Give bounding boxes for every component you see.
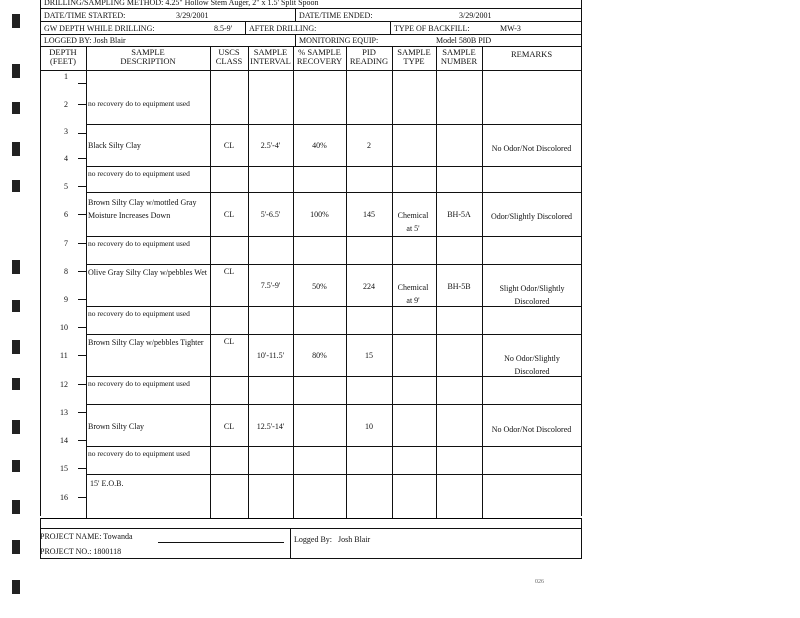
row-description: Brown Silty Clay w/mottled Gray Moisture Increases Down xyxy=(88,198,197,220)
row-interval: 7.5'-9' xyxy=(260,281,281,290)
row-uscs: CL xyxy=(223,422,235,431)
gw-depth-value: 8.5-9' xyxy=(214,24,233,33)
row-remarks: No Odor/Not Discolored xyxy=(491,144,572,153)
row-pid: 145 xyxy=(363,210,375,219)
monitoring-value: Model 580B PID xyxy=(436,36,492,45)
depth-label: 15 xyxy=(60,464,68,473)
gw-depth-label: GW DEPTH WHILE DRILLING: xyxy=(44,24,155,33)
footer-logged-by-label: Logged By: xyxy=(294,535,332,544)
col-number-header: SAMPLE NUMBER xyxy=(440,47,478,66)
row-uscs: CL xyxy=(223,210,235,219)
col-description-header: SAMPLE DESCRIPTION xyxy=(120,47,176,66)
col-interval-header: SAMPLE INTERVAL xyxy=(250,47,291,66)
drilling-method-label: DRILLING/SAMPLING METHOD: xyxy=(44,0,164,7)
project-no-value: 1800118 xyxy=(93,547,122,556)
depth-label: 12 xyxy=(60,380,68,389)
row-description: Brown Silty Clay xyxy=(88,422,145,431)
project-name-value: Towanda xyxy=(103,532,133,541)
footer-logged-by-value: Josh Blair xyxy=(338,535,371,544)
logged-by-label: LOGGED BY: xyxy=(44,36,92,45)
row-pid: 2 xyxy=(367,141,371,150)
row-description: no recovery do to equipment used xyxy=(88,309,190,318)
depth-label: 7 xyxy=(64,239,68,248)
row-pid: 224 xyxy=(363,282,375,291)
table-row xyxy=(88,448,210,459)
depth-label: 11 xyxy=(60,351,68,360)
depth-label: 8 xyxy=(64,267,68,276)
col-recovery-header: % SAMPLE RECOVERY xyxy=(296,47,343,66)
depth-label: 5 xyxy=(64,182,68,191)
row-recovery: 50% xyxy=(312,282,327,291)
date-ended-value: 3/29/2001 xyxy=(459,11,492,20)
row-description: no recovery do to equipment used xyxy=(88,379,190,388)
date-ended-label: DATE/TIME ENDED: xyxy=(299,11,373,20)
depth-label: 10 xyxy=(60,323,68,332)
row-description: Brown Silty Clay w/pebbles Tighter xyxy=(88,338,204,347)
row-sample-type: Chemical at 9' xyxy=(397,283,429,305)
after-drilling-label: AFTER DRILLING: xyxy=(249,24,317,33)
row-interval: 10'-11.5' xyxy=(256,351,285,360)
backfill-label: TYPE OF BACKFILL: xyxy=(394,24,470,33)
table-row xyxy=(90,478,208,489)
row-sample-number: BH-5B xyxy=(447,282,471,291)
table-row xyxy=(88,98,210,109)
depth-label: 16 xyxy=(60,493,68,502)
logged-by-value: Josh Blair xyxy=(93,36,126,45)
row-description: Black Silty Clay xyxy=(88,141,141,150)
table-row xyxy=(88,168,210,179)
depth-label: 2 xyxy=(64,100,68,109)
depth-label: 3 xyxy=(64,127,68,136)
depth-label: 9 xyxy=(64,295,68,304)
row-remarks: No Odor/Not Discolored xyxy=(491,425,572,434)
row-recovery: 40% xyxy=(312,141,327,150)
depth-label: 13 xyxy=(60,408,68,417)
monitoring-label: MONITORING EQUIP: xyxy=(299,36,379,45)
depth-label: 6 xyxy=(64,210,68,219)
col-uscs-header: USCS CLASS xyxy=(215,47,243,66)
table-row xyxy=(88,378,210,389)
backfill-value: MW-3 xyxy=(500,24,521,33)
page-mark: 026 xyxy=(535,579,544,585)
row-uscs: CL xyxy=(223,267,235,276)
project-name-label: PROJECT NAME: xyxy=(40,532,102,541)
row-description: no recovery do to equipment used xyxy=(88,239,190,248)
table-row xyxy=(88,238,210,249)
row-pid: 15 xyxy=(365,351,373,360)
row-description: no recovery do to equipment used xyxy=(88,99,190,108)
depth-label: 4 xyxy=(64,154,68,163)
row-interval: 2.5'-4' xyxy=(260,141,281,150)
row-recovery: 80% xyxy=(312,351,327,360)
row-description: 15' E.O.B. xyxy=(90,479,124,488)
row-interval: 5'-6.5' xyxy=(260,210,281,219)
row-recovery: 100% xyxy=(310,210,329,219)
depth-label: 14 xyxy=(60,436,68,445)
col-depth-header: DEPTH (FEET) xyxy=(49,47,77,66)
project-no-label: PROJECT NO.: xyxy=(40,547,92,556)
table-row xyxy=(88,308,210,319)
row-description: no recovery do to equipment used xyxy=(88,169,190,178)
row-description: no recovery do to equipment used xyxy=(88,449,190,458)
date-started-label: DATE/TIME STARTED: xyxy=(44,11,126,20)
col-remarks-header: REMARKS xyxy=(510,49,553,59)
row-interval: 12.5'-14' xyxy=(256,422,285,431)
depth-label: 1 xyxy=(64,72,68,81)
drilling-method-value: 4.25" Hollow Stem Auger, 2" x 1.5' Split Spoon xyxy=(165,0,319,7)
row-description: Olive Gray Silty Clay w/pebbles Wet xyxy=(88,268,207,277)
row-uscs: CL xyxy=(223,337,235,346)
row-remarks: Slight Odor/Slightly Discolored xyxy=(499,284,565,306)
row-sample-number: BH-5A xyxy=(447,210,471,219)
row-sample-type: Chemical at 5' xyxy=(397,211,429,233)
col-type-header: SAMPLE TYPE xyxy=(397,47,431,66)
row-remarks: No Odor/Slightly Discolored xyxy=(504,354,560,376)
row-pid: 10 xyxy=(365,422,373,431)
date-started-value: 3/29/2001 xyxy=(176,11,209,20)
row-remarks: Odor/Slightly Discolored xyxy=(490,212,573,221)
row-uscs: CL xyxy=(223,141,235,150)
col-pid-header: PID READING xyxy=(349,47,389,66)
